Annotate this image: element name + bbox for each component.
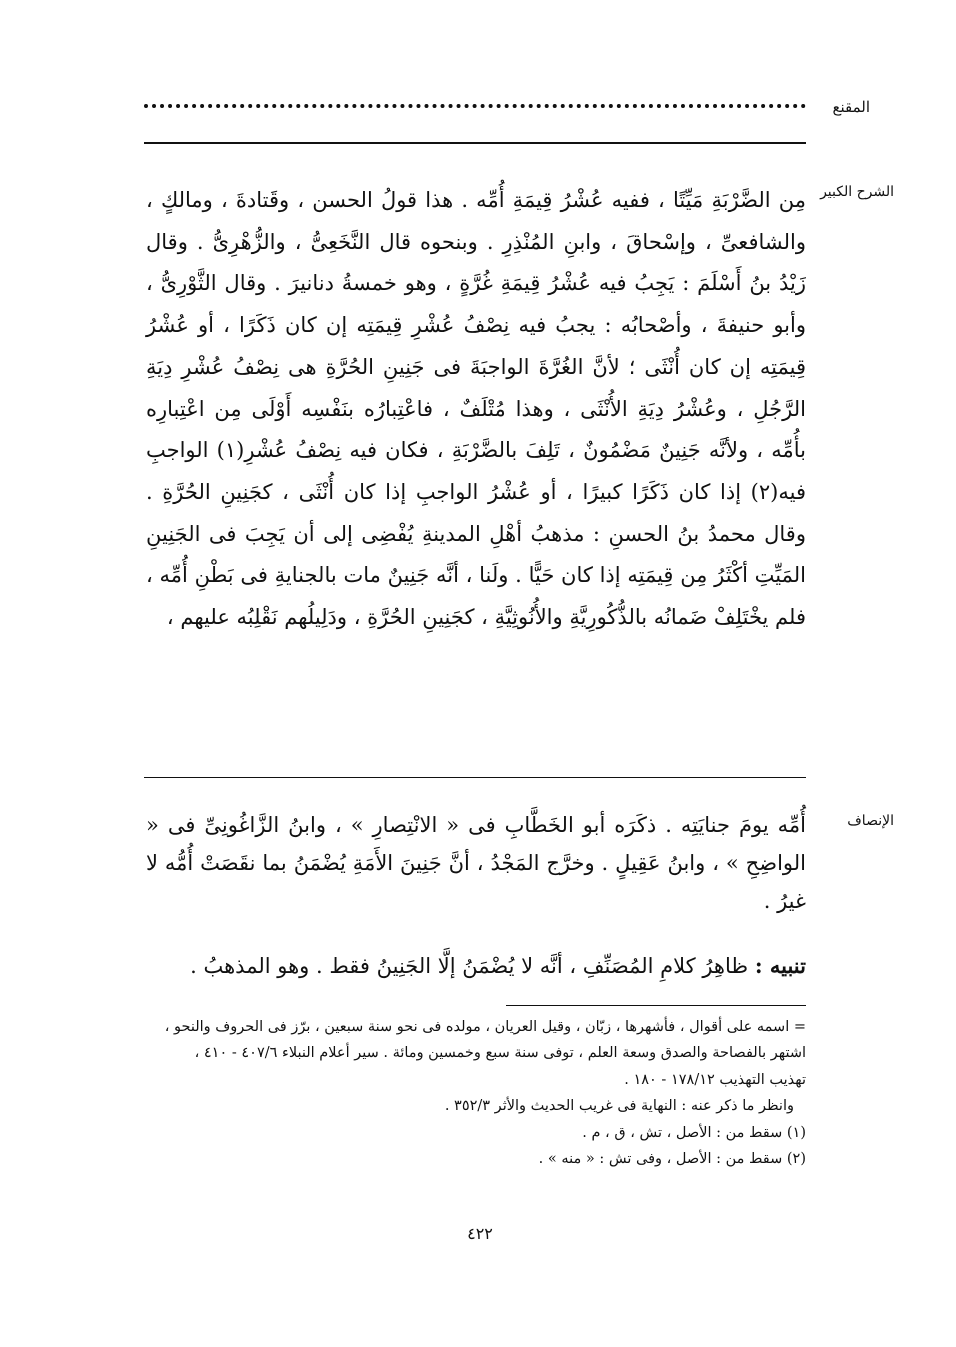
side-label-insaf: الإنصاف [847,813,894,829]
footnote-rule [506,1005,806,1006]
header-rule [144,142,806,144]
footnote-line: اشتهر بالفصاحة والصدق وسعة العلم ، توفى سنة سبع وخمسين ومائة . سير أعلام النبلاء ٤٠٧/٦ - ٤١٠ ، [194,1045,806,1062]
footnote-1: (١) سقط من : الأصل ، تش ، ق ، م . [582,1124,806,1141]
footnote-line: وانظر ما ذكر عنه : النهاية فى غريب الحديث والأثر ٣٥٢/٣ . [444,1098,794,1115]
footnote-line: تهذيب التهذيب ١٧٨/١٢ - ١٨٠ . [624,1071,806,1088]
footnote-2: (٢) سقط من : الأصل ، وفى تش : « منه » . [538,1151,806,1168]
header-dotted-leader [144,104,806,120]
footnotes [144,1014,806,1172]
page-number: ٤٢٢ [467,1224,493,1243]
tanbih-label: تنبيه : [754,953,806,978]
tanbih-paragraph [146,947,806,985]
tanbih-text: ظاهِرُ كلامِ المُصَنِّفِ ، أنَّه لا يُضْمَنُ إلَّا الجَنِينُ فقط . وهو المذهبُ . [190,954,749,978]
section-divider-rule [144,777,806,778]
footnote-line: = اسمه على أقوال ، فأشهرها ، زبّان ، وقيل العريان ، مولده فى نحو سنة سبعين ، برّز فى الحروف والنحو ، [164,1019,806,1035]
side-label-sharh: الشرح الكبير [820,184,894,200]
sharh-paragraph: مِن الضَّرْبَةِ مَيِّتًا ، ففيه عُشْرُ قِيمَةِ أُمِّه . هذا قولُ الحسن ، وقَتادةَ ، ومالكٍ ، والشافعىِّ ، وإسْحاقَ ، وابنِ المُنْذِرِ . وبنحوه قال النَّخَعِىُّ ، والزُّهْرِىُّ . وقال زَيْدُ بنُ أَسْلَمَ : يَجِبُ فيه عُشْرُ قِيمَةِ غُرَّةٍ ، وهو خمسةُ دنانيرَ . وقال الثَّوْرِىُّ ، وأبو حنيفةَ ، وأصْحابُه : يجبُ فيه نِصْفُ عُشْرِ قِيمَتِه إن كان ذَكَرًا ، أو عُشْرُ قِيمَتِه إن كان أُنْثَى ؛ لأنَّ الغُرَّةَ الواجبَةَ فى جَنِينِ الحُرَّةِ هى نِصْفُ عُشْرِ دِيَةِ الرَّجُلِ ، وعُشْرُ دِيَةِ الأُنْثَى ، وهذا مُتْلَفٌ ، فاعْتِبارُه بنَفْسِه أَوْلَى مِن اعْتِبارِه بأُمِّه ، ولأنَّه جَنِينٌ مَضْمُونٌ ، تَلِفَ بالضَّرْبَةِ ، فكان فيه نِصْفُ عُشْرِ(١) الواجبِ فيه(٢) إذا كان ذَكَرًا كبيرًا ، أو عُشْرُ الواجبِ إذا كان أُنْثَى ، كجَنِينِ الحُرَّةِ . وقال محمدُ بنُ الحسنِ : مذهبُ أهْلِ المدينةِ يُفْضِى إلى أن يَجِبَ فى الجَنِينِ المَيِّتِ أكْثَرُ مِن قِيمَتِه إذا كان حَيًّا . ولَنا ، أنَّه جَنِينٌ مات بالجنايةِ فى بَطْنِ أُمِّه ، فلم يخْتَلِفْ ضَمانُه بالذُّكُورِيَّةِ والأُنُوثِيَّةِ ، كجَنِينِ الحُرَّةِ ، ودَلِيلُهم نَقْلِبُه عليهم ، [146,188,806,630]
running-header-title: المقنع [832,98,870,116]
insaf-paragraph: أُمِّه يومَ جنايَتِه . ذكَرَه أبو الخَطَّابِ فى « الانْتِصارِ » ، وابنُ الزَّاغُونِىِّ فى « الواضِحِ » ، وابنُ عَقِيلٍ . وخرَّج المَجْدُ ، أنَّ جَنِينَ الأَمَةِ يُضْمَنُ بما نقَصَتْ أُمُّه لا غيرُ . [146,813,806,913]
